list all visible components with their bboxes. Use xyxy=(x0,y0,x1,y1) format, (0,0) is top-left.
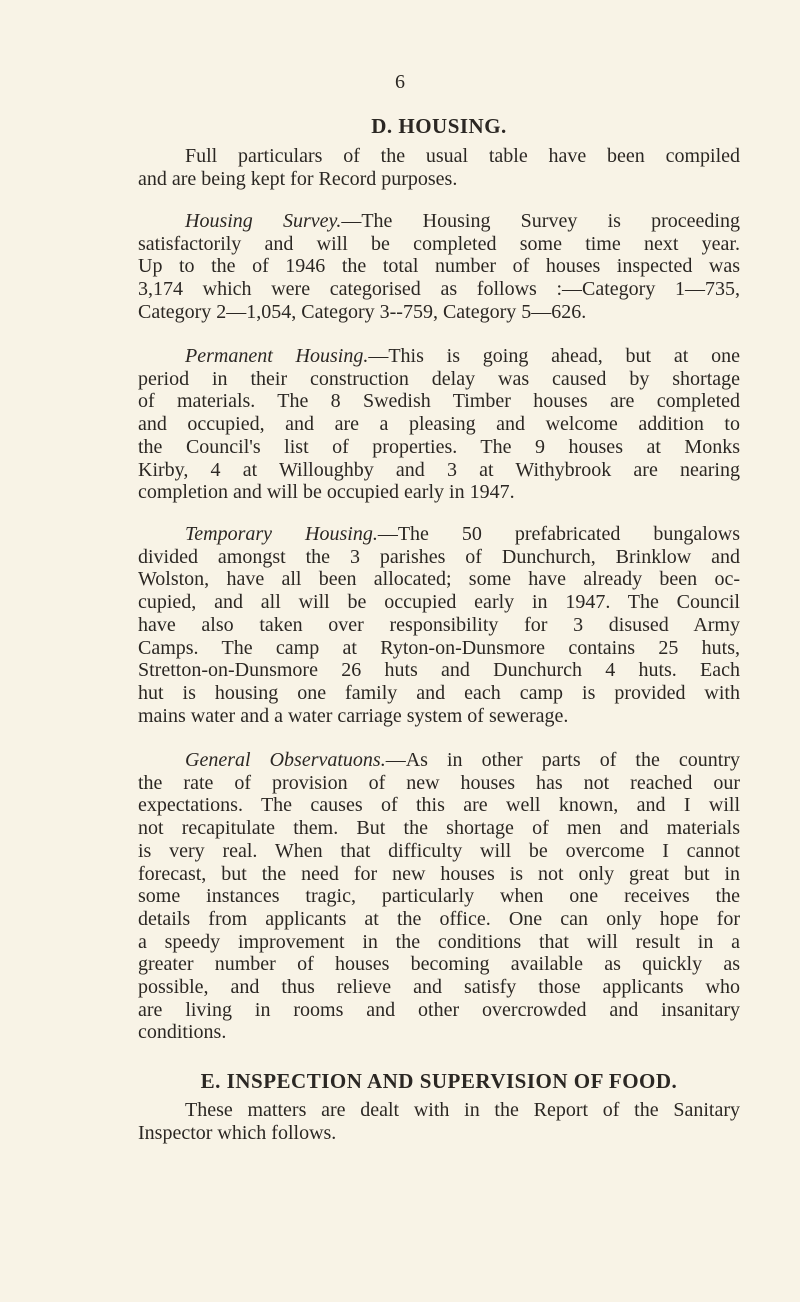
line-text: a speedy improvement in the conditions that will result in a xyxy=(138,930,740,953)
text-line xyxy=(138,637,740,660)
line-text: expectations. The causes of this are well known, and I will xyxy=(138,794,740,817)
line-text: These matters are dealt with in the Report of the Sanitary xyxy=(185,1099,740,1121)
page-number: 6 xyxy=(395,71,405,93)
text-line xyxy=(138,999,740,1022)
line-text: Full particulars of the usual table have been compiled xyxy=(185,145,740,167)
line-text: satisfactorily and will be completed some time next year. xyxy=(138,232,740,255)
text-line xyxy=(138,168,740,191)
paragraph-temporary-housing xyxy=(138,523,740,727)
line-text: and are being kept for Record purposes. xyxy=(138,167,458,190)
paragraph-permanent-housing xyxy=(138,345,740,504)
text-line xyxy=(138,682,740,705)
text-line xyxy=(138,546,740,569)
line-text: forecast, but the need for new houses is not only great but in xyxy=(138,862,740,885)
line-text: —The Housing Survey is proceeding xyxy=(341,210,740,232)
line-text: Kirby, 4 at Willoughby and 3 at Withybrook are nearing xyxy=(138,458,740,481)
line-text: Up to the of 1946 the total number of houses inspected was xyxy=(138,255,740,278)
line-text: the rate of provision of new houses has not reached our xyxy=(138,771,740,794)
text-line xyxy=(138,413,740,436)
text-line xyxy=(138,278,740,301)
text-line xyxy=(138,255,740,278)
text-line xyxy=(138,591,740,614)
text-line xyxy=(138,568,740,591)
text-line xyxy=(138,794,740,817)
line-text: mains water and a water carriage system of sewerage. xyxy=(138,704,569,727)
line-text: Category 2—1,054, Category 3--759, Category 5—626. xyxy=(138,300,587,323)
paragraph-food-inspection xyxy=(138,1099,740,1144)
text-line xyxy=(138,1122,740,1145)
text-line xyxy=(138,749,740,772)
text-line xyxy=(138,301,740,324)
line-text: some instances tragic, particularly when one receives the xyxy=(138,885,740,908)
text-line xyxy=(138,705,740,728)
text-line xyxy=(138,976,740,999)
line-text: not recapitulate them. But the shortage of men and materials xyxy=(138,817,740,840)
paragraph-lead-title: Permanent Housing. xyxy=(185,345,369,367)
line-text: —As in other parts of the country xyxy=(385,749,740,771)
text-line xyxy=(138,659,740,682)
text-line xyxy=(138,863,740,886)
line-text: period in their construction delay was caused by shortage xyxy=(138,367,740,390)
line-text: of materials. The 8 Swedish Timber houses are completed xyxy=(138,390,740,413)
line-text: greater number of houses becoming available as quickly as xyxy=(138,953,740,976)
line-text: details from applicants at the office. One can only hope for xyxy=(138,907,740,930)
text-line xyxy=(138,345,740,368)
line-text: Wolston, have all been allocated; some have already been oc- xyxy=(138,568,740,591)
line-text: conditions. xyxy=(138,1021,227,1044)
line-text: —This is going ahead, but at one xyxy=(368,345,740,367)
text-line xyxy=(138,233,740,256)
text-line xyxy=(138,840,740,863)
line-text: completion and will be occupied early in 1947. xyxy=(138,481,515,504)
text-line xyxy=(138,523,740,546)
text-line xyxy=(138,1021,740,1044)
section-heading-food-inspection: E. INSPECTION AND SUPERVISION OF FOOD. xyxy=(200,1069,678,1093)
line-text: the Council's list of properties. The 9 houses at Monks xyxy=(138,435,740,458)
paragraph-lead-title: Housing Survey. xyxy=(185,210,342,232)
text-line xyxy=(138,885,740,908)
text-line xyxy=(138,210,740,233)
text-line xyxy=(138,953,740,976)
text-line xyxy=(138,390,740,413)
line-text: 3,174 which were categorised as follows :—Category 1—735, xyxy=(138,278,740,301)
line-text: Camps. The camp at Ryton-on-Dunsmore contains 25 huts, xyxy=(138,636,740,659)
text-line xyxy=(138,817,740,840)
text-line xyxy=(138,931,740,954)
text-line xyxy=(138,145,740,168)
line-text: and occupied, and are a pleasing and welcome addition to xyxy=(138,413,740,436)
paragraph-housing-survey xyxy=(138,210,740,324)
paragraph-lead-title: General Observatuons. xyxy=(185,749,386,771)
line-text: divided amongst the 3 parishes of Dunchurch, Brinklow and xyxy=(138,545,740,568)
text-line xyxy=(138,481,740,504)
text-line xyxy=(138,368,740,391)
paragraph-lead-title: Temporary Housing. xyxy=(185,523,378,545)
line-text: are living in rooms and other overcrowded and insanitary xyxy=(138,998,740,1021)
text-line xyxy=(138,459,740,482)
text-line xyxy=(138,908,740,931)
text-line xyxy=(138,436,740,459)
line-text: have also taken over responsibility for 3 disused Army xyxy=(138,613,740,636)
line-text: possible, and thus relieve and satisfy those applicants who xyxy=(138,976,740,999)
line-text: Inspector which follows. xyxy=(138,1121,337,1144)
section-heading-housing: D. HOUSING. xyxy=(371,114,507,138)
paragraph-general-observations xyxy=(138,749,740,1044)
paragraph-record-particulars xyxy=(138,145,740,190)
line-text: cupied, and all will be occupied early in 1947. The Council xyxy=(138,591,740,614)
line-text: is very real. When that difficulty will be overcome I cannot xyxy=(138,839,740,862)
text-line xyxy=(138,772,740,795)
line-text: —The 50 prefabricated bungalows xyxy=(377,523,741,545)
text-line xyxy=(138,1099,740,1122)
line-text: Stretton-on-Dunsmore 26 huts and Dunchurch 4 huts. Each xyxy=(138,659,740,682)
text-line xyxy=(138,614,740,637)
line-text: hut is housing one family and each camp is provided with xyxy=(138,681,740,704)
